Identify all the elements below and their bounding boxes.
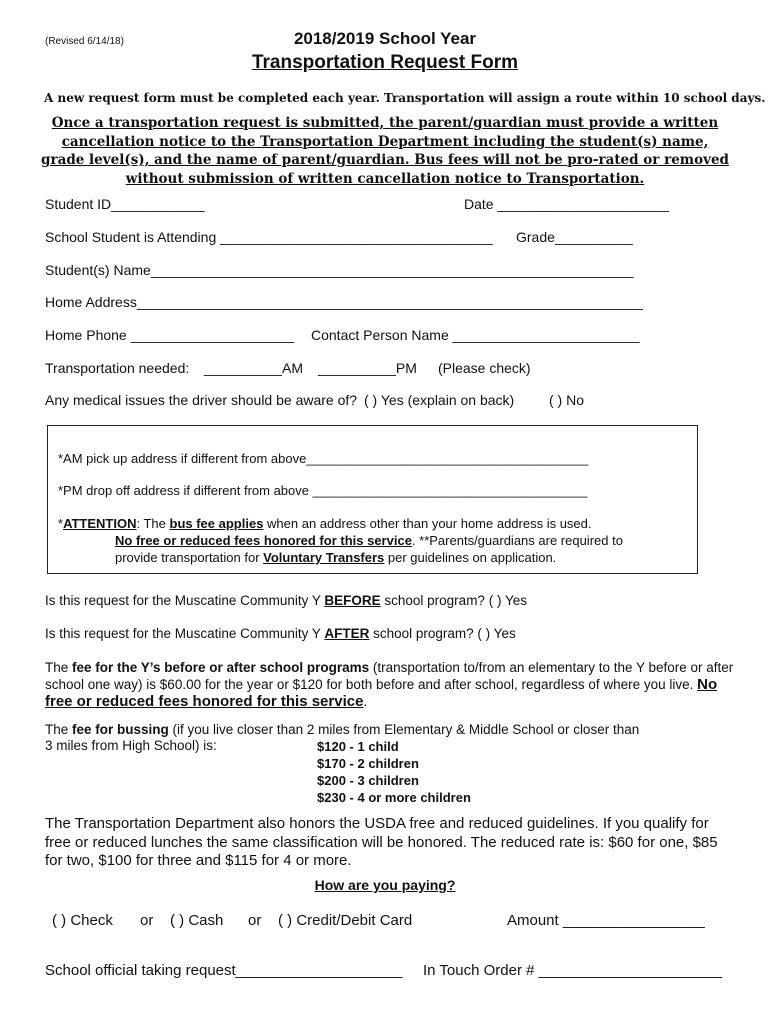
pm-dropoff-field[interactable]: *PM drop off address if different from above ______________________________________ <box>58 483 588 498</box>
voluntary-transfers-text: Voluntary Transfers <box>263 550 385 565</box>
attention-line <box>58 516 592 531</box>
am-pickup-field[interactable]: *AM pick up address if different from above_______________________________________ <box>58 451 589 466</box>
bussing-text1: (if you live closer than 2 miles from Elementary & Middle School or closer than <box>168 722 640 737</box>
students-name-field[interactable]: Student(s) Name______________________________________________________________ <box>45 262 634 278</box>
revised-date: (Revised 6/14/18) <box>45 36 124 47</box>
please-check-note: (Please check) <box>438 360 531 376</box>
medical-no-option[interactable]: ( ) No <box>549 392 584 408</box>
am-label: AM <box>282 360 303 376</box>
medical-question: Any medical issues the driver should be aware of? <box>45 392 358 408</box>
grade-field[interactable]: Grade__________ <box>516 229 633 245</box>
no-free-reduced-text: No free or reduced fees honored for this service <box>115 533 412 548</box>
pay-or-1: or <box>140 912 154 929</box>
attention-star: * <box>58 516 64 531</box>
home-address-field[interactable]: Home Address_________________________________________________________________ <box>45 294 643 310</box>
attention-colon: : The <box>136 516 170 531</box>
home-phone-field[interactable]: Home Phone _____________________ <box>45 327 295 343</box>
per-guidelines-text: per guidelines on application. <box>384 550 557 565</box>
student-id-field[interactable]: Student ID____________ <box>45 196 205 212</box>
voluntary-transfers-line <box>115 550 556 565</box>
date-field[interactable]: Date ______________________ <box>464 196 669 212</box>
cancellation-notice: Once a transportation request is submitted, the parent/guardian must provide a written cancellation notice to the Transportation Department including the student(s) name, grade level(s), and the name of parent/guardian. Bus fees will not be pro-rated or removed without submission of written cancellation notice to Transportation. <box>41 115 729 187</box>
y-after-post: school program? ( ) Yes <box>369 626 516 641</box>
rate-4-children: $230 - 4 or more children <box>317 790 471 805</box>
y-fee-bold: fee for the Y’s before or after school programs <box>72 660 370 675</box>
school-official-field[interactable]: School official taking request____________________ <box>45 962 403 979</box>
attention-word: ATTENTION <box>63 516 137 531</box>
am-checkbox-blank[interactable]: __________ <box>204 360 282 376</box>
school-attending-field[interactable]: School Student is Attending ___________________________________ <box>45 229 493 245</box>
school-year-heading: 2018/2019 School Year <box>293 29 477 48</box>
alternate-address-box <box>47 425 698 574</box>
rate-1-child: $120 - 1 child <box>317 739 399 754</box>
y-after-word: AFTER <box>324 626 370 641</box>
pay-card-option[interactable]: ( ) Credit/Debit Card <box>278 912 413 929</box>
y-fee-text: (transportation to/from an elementary to the Y before or after school one way) is $60.00 for the year or $120 for both before and after school, regardless of where you live. <box>45 660 734 692</box>
medical-yes-option[interactable]: ( ) Yes (explain on back) <box>364 392 515 408</box>
bussing-bold: fee for bussing <box>72 722 169 737</box>
y-fee-paragraph <box>45 659 735 710</box>
pm-checkbox-blank[interactable]: __________PM <box>318 360 417 376</box>
contact-person-field[interactable]: Contact Person Name ________________________ <box>311 327 640 343</box>
rate-3-children: $200 - 3 children <box>317 773 419 788</box>
pay-cash-option[interactable]: ( ) Cash <box>170 912 224 929</box>
y-fee-period: . <box>363 694 368 709</box>
attention-rest: when an address other than your home address is used. <box>263 516 592 531</box>
amount-field[interactable]: Amount _________________ <box>507 912 705 929</box>
y-after-question[interactable] <box>45 626 516 641</box>
y-before-question[interactable] <box>45 593 527 608</box>
no-free-reduced-line <box>115 533 623 548</box>
pay-or-2: or <box>248 912 262 929</box>
y-before-pre: Is this request for the Muscatine Community Y <box>45 593 325 608</box>
bussing-fee-line2: 3 miles from High School) is: <box>45 738 217 753</box>
provide-transport-text: provide transportation for <box>115 550 264 565</box>
y-before-word: BEFORE <box>324 593 381 608</box>
bus-fee-applies: bus fee applies <box>169 516 264 531</box>
bussing-fee-line1 <box>45 722 639 737</box>
payment-heading: How are you paying? <box>314 877 456 893</box>
bussing-the: The <box>45 722 73 737</box>
y-fee-the: The <box>45 660 73 675</box>
pay-check-option[interactable]: ( ) Check <box>52 912 113 929</box>
transportation-needed-label: Transportation needed: <box>45 360 190 376</box>
rate-2-children: $170 - 2 children <box>317 756 419 771</box>
intro-text: A new request form must be completed each year. Transportation will assign a route within 10 school days. <box>44 91 766 105</box>
y-after-pre: Is this request for the Muscatine Community Y <box>45 626 325 641</box>
bussing-rates <box>317 738 471 806</box>
y-before-post: school program? ( ) Yes <box>380 593 527 608</box>
y-fee-no-free: No free or reduced fees honored for this service <box>45 676 718 710</box>
form-title: Transportation Request Form <box>251 52 519 73</box>
parents-required-text: . **Parents/guardians are required to <box>411 533 623 548</box>
usda-paragraph: The Transportation Department also honors the USDA free and reduced guidelines. If you qualify for free or reduced lunches the same classification will be honored. The reduced rate is: $60 for one, $85 for two, $100 for three and $115 for 4 or more. <box>45 815 718 869</box>
order-number-field[interactable]: In Touch Order # ______________________ <box>423 962 723 979</box>
